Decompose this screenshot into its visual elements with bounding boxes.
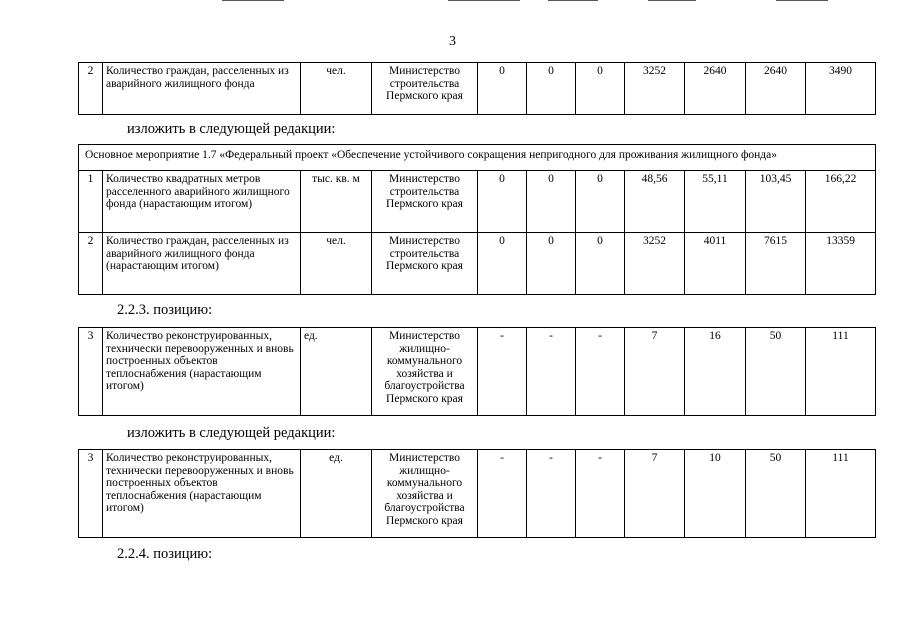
value-cell: 0 bbox=[478, 233, 527, 295]
table-new-activity-1-7 bbox=[78, 144, 876, 295]
indicator-name: Количество граждан, расселенных из аварийного жилищного фонда (нарастающим итогом) bbox=[103, 233, 301, 295]
value-cell: 50 bbox=[746, 328, 806, 416]
row-number: 2 bbox=[79, 233, 103, 295]
unit: чел. bbox=[301, 233, 372, 295]
value-cell: 111 bbox=[806, 450, 876, 538]
section-heading: 2.2.3. позицию: bbox=[117, 302, 213, 318]
value-cell: 50 bbox=[746, 450, 806, 538]
value-cell: 7615 bbox=[746, 233, 806, 295]
unit: чел. bbox=[301, 63, 372, 115]
indicator-name: Количество реконструированных, технически перевооруженных и вновь построенных объектов теплоснабжения (нарастающим итогом) bbox=[103, 328, 301, 416]
responsible-ministry: Министерство жилищно-коммунального хозяйства и благоустройства Пермского края bbox=[372, 328, 478, 416]
value-cell: 103,45 bbox=[746, 171, 806, 233]
value-cell: 0 bbox=[527, 233, 576, 295]
value-cell: 4011 bbox=[685, 233, 746, 295]
responsible-ministry: Министерство строительства Пермского края bbox=[372, 233, 478, 295]
value-cell: 7 bbox=[625, 450, 685, 538]
value-cell: 13359 bbox=[806, 233, 876, 295]
unit: ед. bbox=[301, 450, 372, 538]
responsible-ministry: Министерство строительства Пермского края bbox=[372, 171, 478, 233]
value-cell: 2640 bbox=[685, 63, 746, 115]
value-cell: 55,11 bbox=[685, 171, 746, 233]
value-cell: - bbox=[478, 450, 527, 538]
row-number: 2 bbox=[79, 63, 103, 115]
value-cell: 0 bbox=[527, 63, 576, 115]
table-header-row bbox=[79, 145, 876, 171]
value-cell: - bbox=[576, 450, 625, 538]
table-row bbox=[79, 63, 876, 115]
row-number: 3 bbox=[79, 450, 103, 538]
responsible-ministry: Министерство строительства Пермского края bbox=[372, 63, 478, 115]
responsible-ministry: Министерство жилищно-коммунального хозяйства и благоустройства Пермского края bbox=[372, 450, 478, 538]
indicator-name: Количество реконструированных, технически перевооруженных и вновь построенных объектов теплоснабжения (нарастающим итогом) bbox=[103, 450, 301, 538]
value-cell: 111 bbox=[806, 328, 876, 416]
value-cell: - bbox=[478, 328, 527, 416]
value-cell: 3252 bbox=[625, 63, 685, 115]
value-cell: - bbox=[527, 450, 576, 538]
row-number: 3 bbox=[79, 328, 103, 416]
value-cell: 3490 bbox=[806, 63, 876, 115]
unit: ед. bbox=[301, 328, 372, 416]
table-original-item-2 bbox=[78, 62, 876, 115]
table-row bbox=[79, 233, 876, 295]
table-row bbox=[79, 171, 876, 233]
page-number: 3 bbox=[449, 34, 456, 49]
value-cell: 0 bbox=[576, 63, 625, 115]
value-cell: 166,22 bbox=[806, 171, 876, 233]
table-row bbox=[79, 328, 876, 416]
activity-header: Основное мероприятие 1.7 «Федеральный проект «Обеспечение устойчивого сокращения непригодного для проживания жилищного фонда» bbox=[79, 145, 876, 171]
value-cell: 0 bbox=[576, 171, 625, 233]
value-cell: 10 bbox=[685, 450, 746, 538]
indicator-name: Количество граждан, расселенных из аварийного жилищного фонда bbox=[103, 63, 301, 115]
table-original-item-3 bbox=[78, 327, 876, 416]
value-cell: 2640 bbox=[746, 63, 806, 115]
value-cell: 16 bbox=[685, 328, 746, 416]
value-cell: - bbox=[527, 328, 576, 416]
value-cell: 48,56 bbox=[625, 171, 685, 233]
top-edge-lines bbox=[0, 0, 905, 4]
value-cell: 0 bbox=[478, 63, 527, 115]
value-cell: 0 bbox=[527, 171, 576, 233]
value-cell: 0 bbox=[576, 233, 625, 295]
unit: тыс. кв. м bbox=[301, 171, 372, 233]
value-cell: 0 bbox=[478, 171, 527, 233]
instruction-text: изложить в следующей редакции: bbox=[127, 425, 336, 441]
instruction-text: изложить в следующей редакции: bbox=[127, 121, 336, 137]
indicator-name: Количество квадратных метров расселенного аварийного жилищного фонда (нарастающим итогом) bbox=[103, 171, 301, 233]
value-cell: 3252 bbox=[625, 233, 685, 295]
table-row bbox=[79, 450, 876, 538]
value-cell: - bbox=[576, 328, 625, 416]
table-new-item-3 bbox=[78, 449, 876, 538]
section-heading: 2.2.4. позицию: bbox=[117, 546, 213, 562]
value-cell: 7 bbox=[625, 328, 685, 416]
row-number: 1 bbox=[79, 171, 103, 233]
